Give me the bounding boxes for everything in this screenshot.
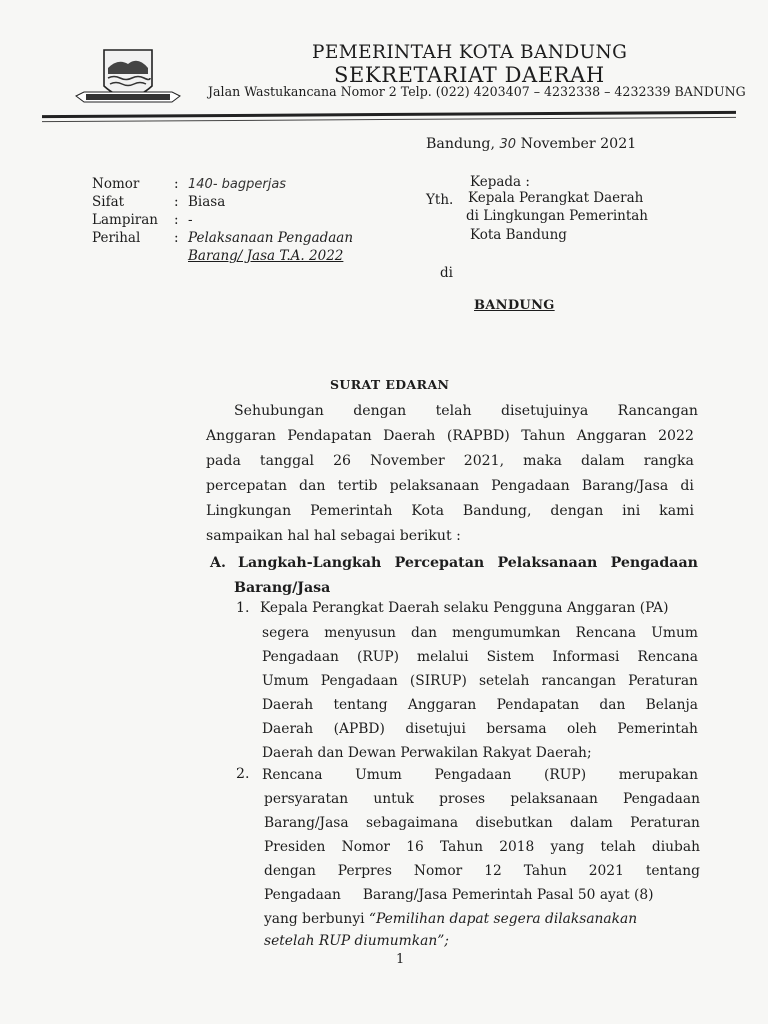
bandung-city-logo [74, 46, 182, 116]
recipient-city: BANDUNG [474, 298, 555, 313]
word: maka [523, 453, 562, 469]
item-2-line-5 [264, 860, 700, 884]
word: Tahun [523, 863, 567, 879]
word: ini [622, 503, 641, 519]
section-a-heading [210, 551, 698, 576]
word: pada [206, 453, 241, 469]
word: Percepatan [394, 555, 485, 571]
recipient-line1: Kepala Perangkat Daerah [468, 190, 644, 206]
word: rangka [643, 453, 694, 469]
word: telah [435, 403, 472, 419]
word: (RUP) [544, 767, 587, 783]
word: dengan [353, 403, 407, 419]
word: (APBD) [333, 721, 385, 737]
meta-sifat: Sifat : Biasa [92, 194, 226, 210]
word: Rencana [637, 649, 698, 665]
word: persyaratan [264, 791, 349, 807]
meta-value: - [188, 212, 193, 228]
word: Pengadaan [262, 649, 339, 665]
word: (RUP) [356, 649, 400, 665]
word: segera [262, 625, 310, 641]
word: kami [659, 503, 694, 519]
item-1-line-1: Kepala Perangkat Daerah selaku Pengguna Anggaran (PA) [260, 600, 669, 616]
word: Pengadaan [320, 673, 398, 689]
intro-line-5 [206, 499, 694, 524]
meta-value: Barang/ Jasa T.A. 2022 [188, 248, 344, 264]
word: Belanja [645, 697, 698, 713]
word: 16 [406, 839, 424, 855]
item-1-line-5 [262, 694, 698, 718]
recipient-yth: Yth. [426, 192, 454, 208]
word: Nomor [341, 839, 390, 855]
meta-label: Perihal [92, 230, 141, 246]
word: 2018 [499, 839, 535, 855]
meta-perihal-line2 [188, 248, 343, 264]
word: Tahun [439, 839, 483, 855]
date-month-year: November 2021 [520, 136, 637, 152]
date-day-handwritten: 30 [499, 137, 517, 152]
section-a-heading-line2: Barang/Jasa [234, 580, 331, 596]
word: Anggaran [407, 697, 477, 713]
meta-nomor: Nomor : 140- bagperjas [92, 176, 287, 192]
item-1-number: 1. [236, 600, 250, 616]
word: 2021, [463, 453, 505, 469]
word: Sistem [486, 649, 535, 665]
word: sebagaimana [365, 815, 459, 831]
item-2-line-2 [264, 788, 700, 812]
word: Rencana [575, 625, 637, 641]
item-1-line-3 [262, 646, 698, 670]
word: (RAPBD) [446, 428, 510, 444]
word: disetujui [405, 721, 466, 737]
word: Tahun [521, 428, 566, 444]
word: oleh [567, 721, 597, 737]
page-number: 1 [396, 952, 405, 967]
word: Peraturan [628, 673, 698, 689]
nomor-handwritten: 140- bagperjas [188, 177, 287, 192]
word: Pendapatan [496, 697, 580, 713]
word: rancangan [541, 673, 617, 689]
word: (SIRUP) [409, 673, 467, 689]
word: pelaksanaan [510, 791, 598, 807]
word: Peraturan [630, 815, 700, 831]
letterhead-divider-thin [42, 117, 736, 122]
word: Langkah-Langkah [238, 555, 382, 571]
word: Pengadaan [491, 478, 570, 494]
item-2-number: 2. [236, 766, 250, 782]
word: Umum [651, 625, 698, 641]
meta-lampiran: Lampiran : - [92, 212, 193, 228]
word: Rencana [262, 767, 323, 783]
word: mengumumkan [452, 625, 561, 641]
word: telah [600, 839, 636, 855]
word: Nomor [413, 863, 463, 879]
word: Sehubungan [234, 403, 324, 419]
intro-line-6: sampaikan hal hal sebagai berikut : [206, 528, 461, 544]
recipient-line2: di Lingkungan Pemerintah [466, 208, 649, 224]
word: Pengadaan [623, 791, 700, 807]
word: dan [411, 625, 437, 641]
recipient-di: di [440, 265, 453, 281]
word: 2022 [658, 428, 694, 444]
meta-label: Nomor [92, 176, 140, 192]
letterhead-secretariat: SEKRETARIAT DAERAH [334, 63, 605, 87]
intro-line-4 [206, 474, 694, 499]
meta-label: Sifat [92, 194, 125, 210]
word: dan [299, 478, 326, 494]
word: dalam [570, 815, 613, 831]
word: 26 [333, 453, 352, 469]
word: Kota [411, 503, 445, 519]
word: Pendapatan [287, 428, 372, 444]
word: Pemerintah [617, 721, 698, 737]
word: pelaksanaan [389, 478, 480, 494]
item-2-line-3 [264, 812, 700, 836]
word: setelah [478, 673, 530, 689]
word: Pengadaan [434, 767, 512, 783]
item-1-line-4 [262, 670, 698, 694]
word: bersama [486, 721, 547, 737]
word: Pengadaan [610, 555, 698, 571]
word: Rancangan [617, 403, 698, 419]
word: tentang [645, 863, 700, 879]
word: menyusun [324, 625, 396, 641]
word: dan [599, 697, 626, 713]
word: untuk [373, 791, 414, 807]
intro-line-3 [206, 449, 694, 474]
word: diubah [651, 839, 700, 855]
word: Bandung, [462, 503, 532, 519]
letterhead-address: Jalan Wastukancana Nomor 2 Telp. (022) 4203407 – 4232338 – 4232339 BANDUNG [208, 84, 746, 99]
item-2-line-4 [264, 836, 700, 860]
word: Pelaksanaan [497, 555, 598, 571]
word: percepatan [206, 478, 287, 494]
item-1-line-2 [262, 622, 698, 646]
recipient-kepada: Kepada : [470, 174, 530, 190]
word: Daerah [383, 428, 436, 444]
word: Barang/Jasa [264, 815, 349, 831]
word: Umum [355, 767, 402, 783]
word: 12 [484, 863, 502, 879]
letter-date [426, 136, 636, 152]
date-place: Bandung, [426, 136, 495, 152]
word: disetujuinya [501, 403, 589, 419]
word: Anggaran [576, 428, 647, 444]
word: Daerah [262, 697, 314, 713]
document-title: SURAT EDARAN [330, 377, 450, 392]
word: dalam [580, 453, 625, 469]
word: Barang/Jasa [581, 478, 669, 494]
word: tanggal [259, 453, 315, 469]
word: Umum [262, 673, 309, 689]
letterhead-government: PEMERINTAH KOTA BANDUNG [312, 42, 628, 63]
item-1-line-6 [262, 718, 698, 742]
item-2-line-6: Pengadaan Barang/Jasa Pemerintah Pasal 50 ayat (8) [264, 887, 654, 903]
word: dengan [264, 863, 316, 879]
item-2-line-7: yang berbunyi “Pemilihan dapat segera dilaksanakan [264, 911, 638, 927]
meta-perihal: Perihal : Pelaksanaan Pengadaan [92, 230, 354, 246]
word: November [370, 453, 445, 469]
intro-line-1 [234, 399, 698, 424]
meta-value: Biasa [188, 194, 226, 210]
word: Anggaran [206, 428, 276, 444]
word: dengan [550, 503, 604, 519]
word: 2021 [588, 863, 624, 879]
word: yang [550, 839, 585, 855]
word: Presiden [264, 839, 326, 855]
word: melalui [417, 649, 469, 665]
word: Informasi [552, 649, 620, 665]
word: disebutkan [475, 815, 553, 831]
word: Daerah [262, 721, 314, 737]
item-2-line-8: setelah RUP diumumkan”; [264, 933, 449, 949]
section-letter: A. [210, 555, 226, 571]
word: Lingkungan [206, 503, 292, 519]
meta-value: Pelaksanaan Pengadaan [188, 230, 354, 246]
word: Pemerintah [310, 503, 393, 519]
word: tentang [333, 697, 388, 713]
item-2-line-1 [262, 764, 698, 788]
recipient-line3: Kota Bandung [470, 227, 567, 243]
intro-line-2 [206, 424, 694, 449]
meta-label: Lampiran [92, 212, 158, 228]
word: merupakan [618, 767, 698, 783]
word: Perpres [337, 863, 392, 879]
word: proses [439, 791, 486, 807]
word: tertib [337, 478, 378, 494]
word: di [680, 478, 694, 494]
item-1-line-7: Daerah dan Dewan Perwakilan Rakyat Daerah; [262, 745, 592, 761]
